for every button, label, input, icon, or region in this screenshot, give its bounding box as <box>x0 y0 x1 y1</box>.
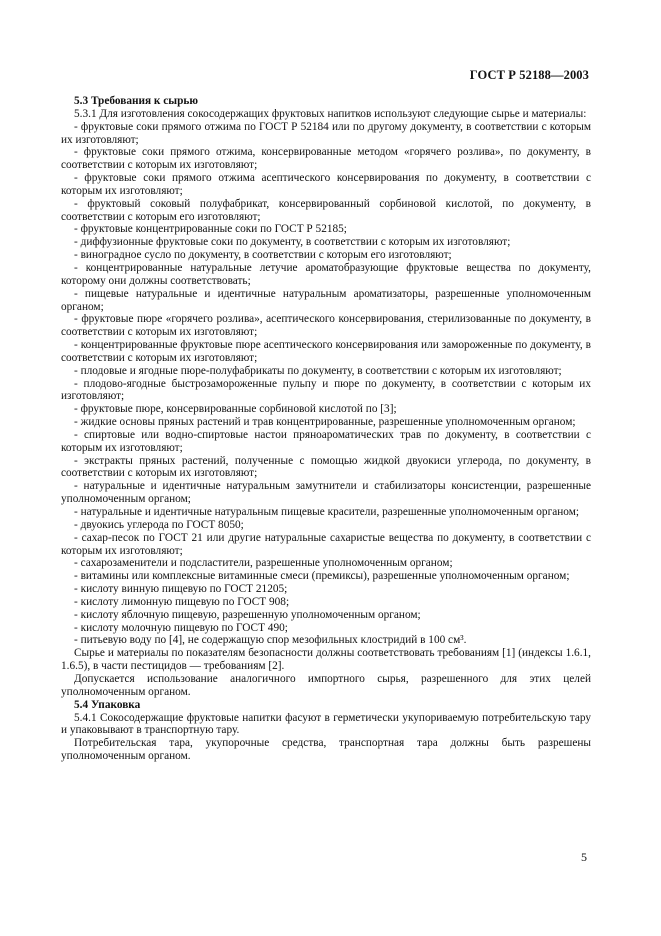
list-item: - плодово-ягодные быстрозамороженные пульпу и пюре по документу, в соответствии с которым их изготовляют; <box>61 377 591 403</box>
list-item: - натуральные и идентичные натуральным пищевые красители, разрешенные уполномоченным органом; <box>74 506 579 518</box>
list-item: - спиртовые или водно-спиртовые настои пряноароматических трав по документу, в соответствии с которым их изготовляют; <box>61 428 591 454</box>
section-heading-5-3: 5.3 Требования к сырью <box>74 95 198 107</box>
list-item: - сахарозаменители и подсластители, разрешенные уполномоченным органом; <box>74 557 453 570</box>
page-number: 5 <box>581 850 587 864</box>
list-item: - кислоту винную пищевую по ГОСТ 21205; <box>74 583 288 596</box>
list-item: - виноградное сусло по документу, в соответствии с которым его изготовляют; <box>74 249 452 262</box>
import-paragraph: Допускается использование аналогичного импортного сырья, разрешенного для этих целей уполномоченным органом. <box>61 672 591 698</box>
list-item: - натуральные и идентичные натуральным замутнители и стабилизаторы консистенции, разрешенные уполномоченным органом; <box>61 480 591 506</box>
list-item: - двуокись углерода по ГОСТ 8050; <box>74 518 244 531</box>
list-item: - кислоту лимонную пищевую по ГОСТ 908; <box>74 595 290 608</box>
list-item: - витамины или комплексные витаминные смеси (премиксы), разрешенные уполномоченным органом; <box>74 570 570 583</box>
list-item: - концентрированные натуральные летучие ароматобразующие фруктовые вещества по документу, которому они должны соответствовать; <box>61 261 591 287</box>
list-item: - фруктовые соки прямого отжима, консервированные методом «горячего розлива», по документу, в соответствии с которым их изготовляют; <box>61 146 591 172</box>
materials-list <box>61 121 591 648</box>
list-item: - пищевые натуральные и идентичные натуральным ароматизаторы, разрешенные уполномоченным органом; <box>61 287 591 313</box>
paragraph-5-4-1: 5.4.1 Сокосодержащие фруктовые напитки фасуют в герметически укупориваемую потребительскую тару и упаковывают в транспортную тару. <box>61 711 591 737</box>
list-item: - сахар-песок по ГОСТ 21 или другие натуральные сахаристые вещества по документу, в соответствии с которым их изготовляют; <box>61 531 591 557</box>
section-heading-5-4: 5.4 Упаковка <box>74 698 141 711</box>
list-item: - фруктовые концентрированные соки по ГОСТ Р 52185; <box>74 223 347 236</box>
list-item: - диффузионные фруктовые соки по документу, в соответствии с которым их изготовляют; <box>74 236 511 249</box>
list-item: - жидкие основы пряных растений и трав концентрированные, разрешенные уполномоченным органом; <box>74 416 576 429</box>
list-item: - питьевую воду по [4], не содержащую спор мезофильных клостридий в 100 см³. <box>74 634 467 647</box>
paragraph-5-3-1: 5.3.1 Для изготовления сокосодержащих фруктовых напитков используют следующие сырье и материалы: <box>74 107 587 120</box>
list-item: - плодовые и ягодные пюре-полуфабрикаты по документу, в соответствии с которым их изготовляют; <box>74 364 562 377</box>
list-item: - фруктовые пюре, консервированные сорбиновой кислотой по [3]; <box>74 403 397 416</box>
list-item: - фруктовый соковый полуфабрикат, консервированный сорбиновой кислотой, по документу, в соответствии с которым его изготовляют; <box>61 197 591 223</box>
list-item: - кислоту молочную пищевую по ГОСТ 490; <box>74 621 288 634</box>
list-item: - фруктовые пюре «горячего розлива», асептического консервирования, стерилизованные по документу, в соответствии с которым их изготовляют; <box>61 313 591 339</box>
packaging-paragraph: Потребительская тара, укупорочные средства, транспортная тара должны быть разрешены уполномоченным органом. <box>61 737 591 763</box>
list-item: - экстракты пряных растений, полученные с помощью жидкой двуокиси углерода, по документу, в соответствии с которым их изготовляют; <box>61 454 591 480</box>
document-header: ГОСТ Р 52188—2003 <box>469 68 589 82</box>
list-item: - фруктовые соки прямого отжима асептического консервирования по документу, в соответствии с которым их изготовляют; <box>61 172 591 197</box>
list-item: - кислоту яблочную пищевую, разрешенную уполномоченным органом; <box>74 608 421 621</box>
list-item: - фруктовые соки прямого отжима по ГОСТ Р 52184 или по другому документу, в соответствии с которым их изготовляют; <box>61 120 591 146</box>
list-item: - концентрированные фруктовые пюре асептического консервирования или замороженные по документу, в соответствии с которым их изготовляют; <box>61 339 591 364</box>
safety-paragraph: Сырье и материалы по показателям безопасности должны соответствовать требованиям [1] (индексы 1.6.1, 1.6.5), в части пестицидов — требованиям [2]. <box>61 647 591 673</box>
document-body <box>61 95 591 763</box>
